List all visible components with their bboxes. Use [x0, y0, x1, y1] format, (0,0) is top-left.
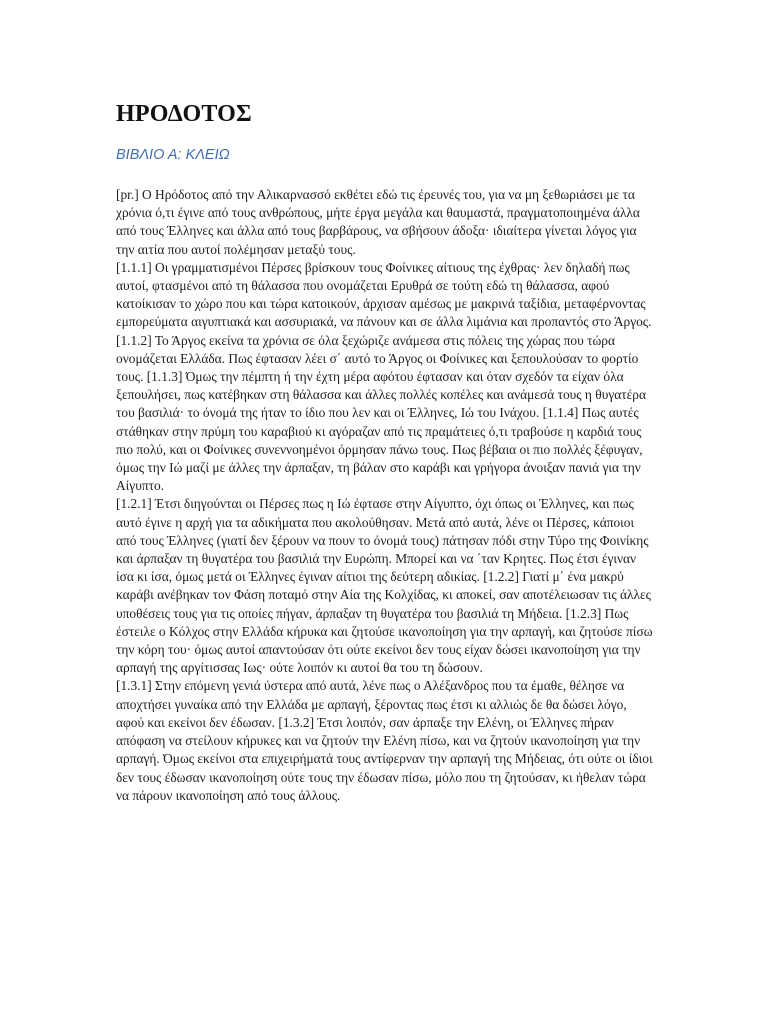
document-title: ΗΡΟΔΟΤΟΣ — [116, 101, 252, 127]
paragraph-preface: [pr.] Ο Ηρόδοτος από την Αλικαρνασσό εκθέτει εδώ τις έρευνές του, για να μη ξεθωριάσει με τα χρόνια ό,τι έγινε από τους ανθρώπους, μήτε έργα μεγάλα και θαυμαστά, πραγματοποιημένα άλλα από τους Έλληνες και άλλα από τους βαρβάρους, να σβήσουν άδοξα· ιδιαίτερα γίνεται λόγος για την αιτία που αυτοί πολέμησαν μεταξύ τους. — [116, 187, 640, 257]
paragraph-1-3: [1.3.1] Στην επόμενη γενιά ύστερα από αυτά, λένε πως ο Αλέξανδρος που τα έμαθε, θέλησε να αποχτήσει γυναίκα από την Ελλάδα με αρπαγή, ξέροντας πως έτσι κι αλλιώς δε θα δώσει λόγο, αφού και εκείνοι δεν έδωσαν. [1.3.2] Έτσι λοιπόν, σαν άρπαξε την Ελένη, οι Έλληνες πήραν απόφαση να στείλουν κήρυκες και να ζητούν την Ελένη πίσω, και να ζητούν ικανοποίηση για την αρπαγή. Όμως εκείνοι στα επιχειρήματά τους αντίφερναν την αρπαγή της Μήδειας, ότι ούτε οι ίδιοι δεν τους έδωσαν ικανοποίηση ούτε τους την έδωσαν πίσω, μόλο που τη ζητούσαν, κι ήθελαν τώρα να πάρουν ικανοποίηση από τους άλλους. — [116, 678, 653, 803]
document-body — [116, 186, 655, 805]
book-subtitle: ΒΙΒΛΙΟ Α: ΚΛΕΙΩ — [116, 147, 230, 163]
paragraph-1-1: [1.1.1] Οι γραμματισμένοι Πέρσες βρίσκουν τους Φοίνικες αίτιους της έχθρας· λεν δηλαδή πως αυτοί, φτασμένοι από τη θάλασσα που ονομάζεται Ερυθρά σε τούτη εδώ τη θάλασσα, αφού κατοίκισαν το χώρο που και τώρα κατοικούν, άρχισαν αμέσως με μακρινά ταξίδια, μεταφέρνοντας εμπορεύματα αιγυπτιακά και ασσυριακά, να πάνουν και σε άλλα λιμάνια και προπαντός στο Άργος. [1.1.2] Το Άργος εκείνα τα χρόνια σε όλα ξεχώριζε ανάμεσα στις πόλεις της χώρας που τώρα ονομάζεται Ελλάδα. Πως έφτασαν λέει σ΄ αυτό το Άργος οι Φοίνικες και ξεπουλούσαν το φορτίο τους. [1.1.3] Όμως την πέμπτη ή την έχτη μέρα αφότου έφτασαν και όταν σχεδόν τα είχαν όλα ξεπουλήσει, πως κατέβηκαν στη θάλασσα και άλλες πολλές κοπέλες και ανάμεσά τους η θυγατέρα του βασιλιά· το όνομά της ήταν το ίδιο που λεν και οι Έλληνες, Ιώ του Ινάχου. [1.1.4] Πως αυτές στάθηκαν στην πρύμη του καραβιού κι αγόραζαν από τις πραμάτειες ό,τι τραβούσε η καρδιά τους πιο πολύ, και οι Φοίνικες συνεννοημένοι όρμησαν πάνω τους. Πως βέβαια οι πιο πολλές ξέφυγαν, όμως την Ιώ μαζί με άλλες την άρπαξαν, τη βάλαν στο καράβι και γρήγορα άνοιξαν πανιά για την Αίγυπτο. — [116, 259, 652, 494]
paragraph-1-2: [1.2.1] Έτσι διηγούνται οι Πέρσες πως η Ιώ έφτασε στην Αίγυπτο, όχι όπως οι Έλληνες, και πως αυτό έγινε η αρχή για τα αδικήματα που ακολούθησαν. Μετά από αυτά, λένε οι Πέρσες, κάποιοι από τους Έλληνες (γιατί δεν ξέρουν να πουν το όνομά τους) πάτησαν πόδι στην Τύρο της Φοινίκης και άρπαξαν τη θυγατέρα του βασιλιά την Ευρώπη. Μπορεί και να ΄ταν Κρητες. Πως έτσι έγιναν ίσα κι ίσα, όμως μετά οι Έλληνες έγιναν αίτιοι της δεύτερη αδικίας. [1.2.2] Γιατί μ΄ ένα μακρύ καράβι ανέβηκαν τον Φάση ποταμό στην Αία της Κολχίδας, κι αποκεί, σαν αποτέλειωσαν τις άλλες υποθέσεις τους για τις οποίες πήγαν, άρπαξαν τη θυγατέρα του βασιλιά τη Μήδεια. [1.2.3] Πως έστειλε ο Κόλχος στην Ελλάδα κήρυκα και ζητούσε ικανοποίηση για την αρπαγή, και ζητούσε πίσω την κόρη του· όμως αυτοί απαντούσαν ότι ούτε εκείνοι δεν τους είχαν δώσει ικανοποίηση για την αρπαγή της αργίτισσας Ιως· ούτε λοιπόν κι αυτοί θα του τη δώσουν. — [116, 496, 653, 676]
